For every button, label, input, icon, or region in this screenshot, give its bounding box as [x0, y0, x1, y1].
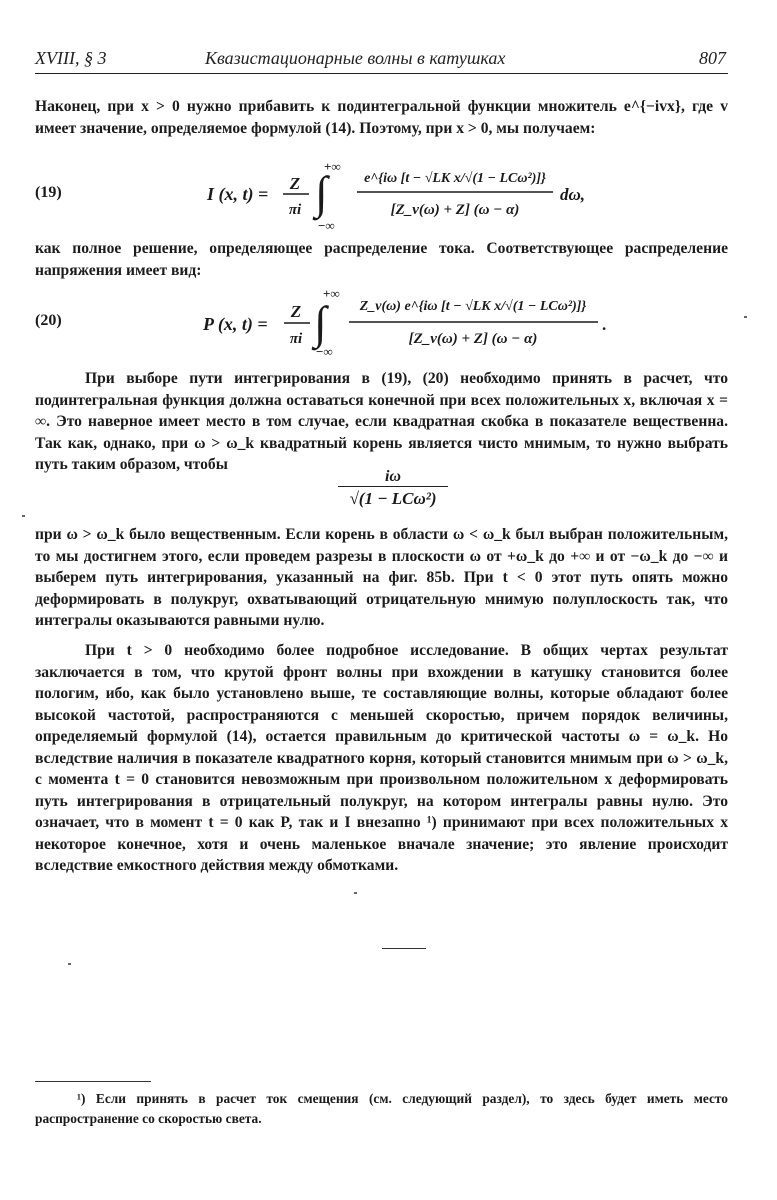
- equation-19-number: (19): [35, 184, 62, 201]
- display-fraction-numerator: iω: [384, 468, 401, 485]
- section-end-rule: [382, 948, 426, 949]
- equation-20-number: (20): [35, 312, 62, 329]
- eq19-lower-limit: −∞: [318, 218, 335, 233]
- scan-speck: [22, 515, 25, 517]
- paragraph-positive-time: При t > 0 необходимо более подробное исследование. В общих чертах результат заключается в том, что крутой фронт волны при вхождении в катушку становится более пологим, ибо, как было установлено выше, те составляющие волны, которые обладают более высокой частотой, распространяются с меньшей скоростью, причем порядок величины, определяемый формулой (14), остается правильным до критической частоты ω = ω_k. Но вследствие наличия в показателе квадратного корня, который становится мнимым при ω > ω_k, с момента t = 0 становится невозможным при произвольном положительном x деформировать путь интегрирования в отрицательный полукруг, на котором интегралы равны нулю. Это означает, что в момент t = 0 как P, так и I внезапно ¹) принимают при всех положительных x некоторое конечное, хотя и очень маленькое вначале значение; это явление происходит вследствие емкостного действия между обмотками.: [35, 642, 728, 874]
- eq19-integrand-den: [Z_v(ω) + Z] (ω − α): [390, 202, 520, 218]
- paragraph-integration-path: При выборе пути интегрирования в (19), (20) необходимо принять в расчет, что подинтегральная функция должна оставаться конечной при всех положительных x, включая x = ∞. Это наверное имеет место в том случае, если квадратная скобка в показателе вещественна. Так как, однако, при ω > ω_k квадратный корень является чисто мнимым, то нужно выбрать путь таким образом, чтобы: [35, 370, 728, 473]
- eq19-differential: dω,: [560, 185, 586, 204]
- paragraph-intro: Наконец, при x > 0 нужно прибавить к подинтегральной функции множитель e^{−ivx}, где v имеет значение, определяемое формулой (14). Поэтому, при x > 0, мы получаем:: [35, 98, 728, 137]
- eq20-integrand-den: [Z_v(ω) + Z] (ω − α): [408, 331, 538, 347]
- eq19-integral-sign: ∫: [315, 167, 328, 218]
- chapter-section-label: XVIII, § 3: [35, 48, 107, 68]
- scan-speck: [354, 892, 357, 894]
- eq19-lhs: I (x, t) =: [207, 184, 269, 204]
- eq20-lower-limit: −∞: [316, 344, 333, 359]
- eq20-period: .: [602, 315, 607, 334]
- running-title: Квазистационарные волны в катушках: [205, 48, 506, 68]
- footnote: ¹) Если принять в расчет ток смещения (см. следующий раздел), то здесь будет иметь место распространение со скоростью света.: [35, 1091, 728, 1126]
- footnote-rule: [35, 1081, 151, 1082]
- eq20-upper-limit: +∞: [323, 286, 340, 301]
- eq20-integrand-num: Z_v(ω) e^{iω [t − √LK x/√(1 − LCω²)]}: [359, 299, 587, 314]
- eq19-coef-den: πi: [288, 202, 302, 218]
- scan-speck: [68, 963, 71, 965]
- page-number: 807: [699, 48, 726, 68]
- eq20-coef-den: πi: [289, 331, 303, 347]
- eq19-upper-limit: +∞: [324, 159, 341, 174]
- eq20-coef-num: Z: [290, 302, 302, 321]
- paragraph-current-distribution: как полное решение, определяющее распределение тока. Соответствующее распределение напряжения имеет вид:: [35, 240, 728, 279]
- display-fraction-denominator: √(1 − LCω²): [338, 486, 448, 509]
- scan-speck: [744, 316, 747, 318]
- eq20-integral-sign: ∫: [314, 297, 327, 348]
- eq20-lhs: P (x, t) =: [203, 314, 268, 334]
- eq19-integrand-num: e^{iω [t − √LK x/√(1 − LCω²)]}: [364, 171, 546, 186]
- display-fraction: [338, 468, 448, 509]
- paragraph-branch-cuts: при ω > ω_k было вещественным. Если корень в области ω < ω_k был выбран положительным, то мы достигнем этого, если проведем разрезы в плоскости ω от +ω_k до +∞ и от −ω_k до −∞ и выберем путь интегрирования, указанный на фиг. 85b. При t < 0 этот путь опять можно деформировать в полукруг, охватывающий отрицательную мнимую полуплоскость так, что интегралы оказываются равными нулю.: [35, 526, 728, 629]
- eq19-coef-num: Z: [289, 174, 301, 193]
